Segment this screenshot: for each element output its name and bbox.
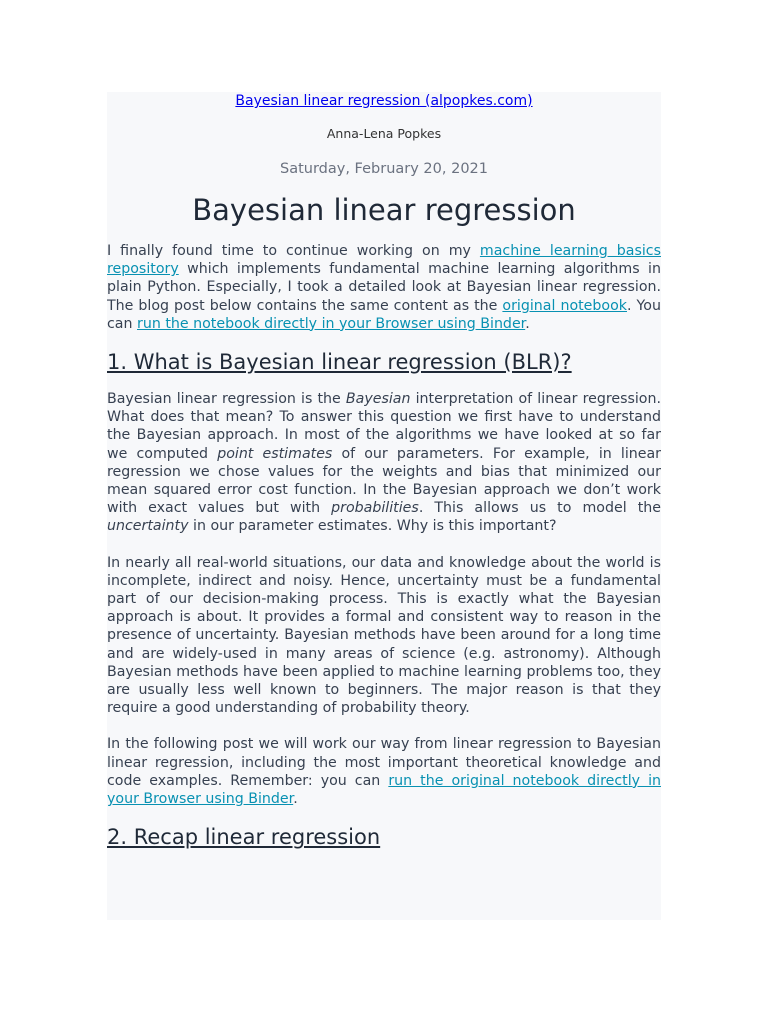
s1p1-emphasis-point-estimates: point estimates [217,445,333,462]
page-title: Bayesian linear regression [192,193,576,227]
section-2-heading[interactable]: 2. Recap linear regression [107,825,381,850]
intro-text-4: . [525,315,530,332]
s1p1-text-5: in our parameter estimates. Why is this important? [188,518,557,535]
document-page [107,92,661,920]
binder-link-2[interactable]: run the original notebook directly in your Browser using Binder [107,772,661,808]
intro-paragraph [107,242,661,333]
section-1-paragraph-2: In nearly all real-world situations, our data and knowledge about the world is incomplete, indirect and noisy. Hence, uncertainty must be a fundamental part of our decision-making process. This is exactly what the Bayesian approach is about. It provides a formal and consistent way to reason in the presence of uncertainty. Bayesian methods have been around for a long time and are widely-used in many areas of science (e.g. astronomy). Although Bayesian methods have been applied to machine learning problems too, they are usually less well known to beginners. The major reason is that they require a good understanding of probability theory. [107,554,661,717]
s1p1-text-2: interpretation of linear regression. What does that mean? To answer this question we first have to understand the Bayesian approach. In most of the algorithms we have looked at so far we computed [107,391,661,462]
s1p1-emphasis-uncertainty: uncertainty [107,518,189,535]
original-notebook-link[interactable]: original notebook [502,297,627,314]
s1p1-emphasis-probabilities: probabilities [331,500,419,517]
s1p1-text-1: Bayesian linear regression is the [107,391,346,408]
s1p3-text-1: In the following post we will work our way from linear regression to Bayesian linear regression, including the most important theoretical knowledge and code examples. Remember: you can [107,736,661,789]
intro-text-3: . You can [107,297,661,332]
intro-text-1: I finally found time to continue working on my [107,243,480,259]
intro-text-2: which implements fundamental machine learning algorithms in plain Python. Especially, I took a detailed look at Bayesian linear regression. The blog post below contains the same content as the [107,261,661,314]
author-name: Anna-Lena Popkes [326,126,442,141]
s1p1-text-3: of our parameters. For example, in linear regression we chose values for the weights and bias that minimized our mean squared error cost function. In the Bayesian approach we don’t work with exact values but with [107,445,661,517]
source-link[interactable]: Bayesian linear regression (alpopkes.com) [235,93,533,109]
section-1-heading[interactable]: 1. What is Bayesian linear regression (BLR)? [107,350,572,375]
section-1-paragraph-3 [107,735,661,808]
section-1-paragraph-1 [107,390,661,536]
binder-link[interactable]: run the notebook directly in your Browser using Binder [137,315,526,332]
ml-basics-repo-link[interactable]: machine learning basics repository [107,243,661,278]
s1p1-text-4: . This allows us to model the [418,500,661,517]
s1p3-text-2: . [293,791,298,808]
s1p1-emphasis-bayesian: Bayesian [345,391,411,408]
post-date: Saturday, February 20, 2021 [280,161,488,177]
